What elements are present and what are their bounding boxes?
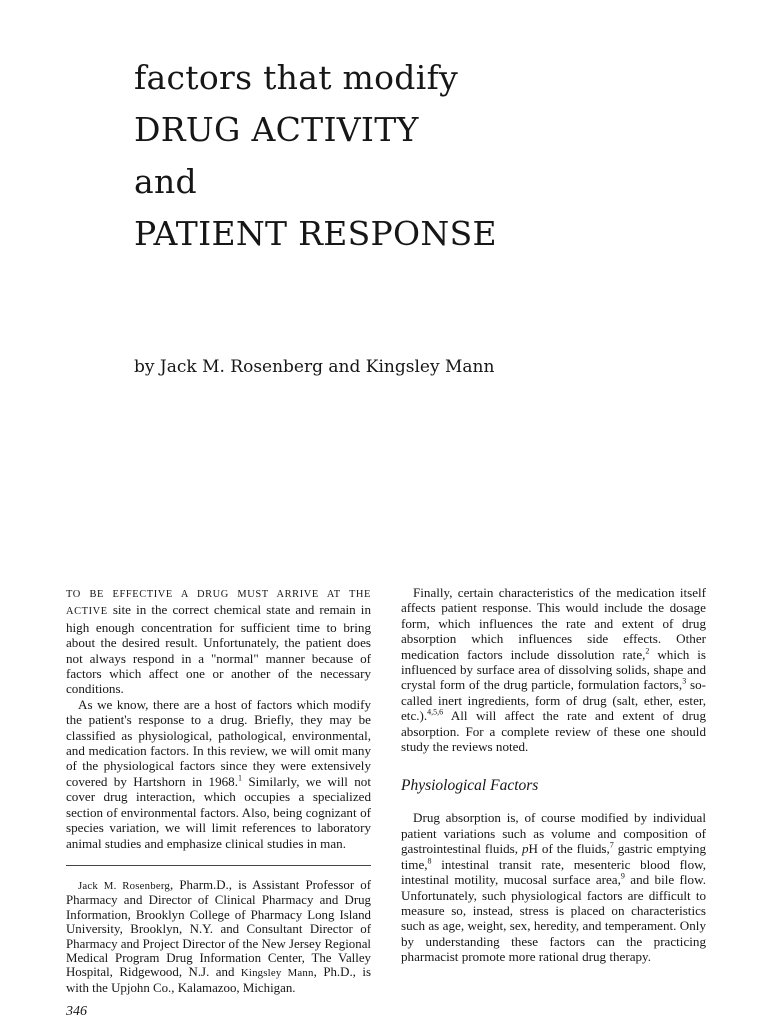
author-note-part-2: , Ph.D., is with the Upjohn Co., Kalamazoo, Michigan. — [66, 965, 371, 995]
footnote-ref-9: 9 — [620, 871, 625, 881]
left-column — [66, 585, 371, 995]
footnote-ref-2: 2 — [645, 646, 650, 656]
title-line-2: DRUG ACTIVITY — [134, 110, 419, 149]
footnote-ref-4-5-6: 4,5,6 — [427, 707, 444, 717]
classification-paragraph — [66, 697, 371, 851]
medication-text-c: so-called inert ingredients, form of drug (salt, ether, ester, etc.). — [401, 677, 707, 724]
intro-paragraph — [66, 585, 371, 697]
physiological-text-a: Drug absorption is, of course modified by individual patient variations such as volume and composition of gastrointestinal fluids, — [401, 810, 706, 857]
intro-paragraph-text: site in the correct chemical state and remain in high enough concentration for sufficient time to bring about the desired result. Unfortunately, the patient does not always respond in a "normal" manner because of factors which affect one or another of the necessary conditions. — [66, 602, 371, 697]
footnote-ref-3: 3 — [682, 677, 687, 687]
medication-text-a: Finally, certain characteristics of the medication itself affects patient response. This would include the dosage form, which influences the rate and extent of drug absorption which influences side effects. Other medication factors include dissolution rate, — [401, 585, 706, 662]
medication-text-b: which is influenced by surface area of dissolving solids, shape and crystal form of the drug particle, formulation factors, — [401, 646, 707, 693]
medication-factors-paragraph — [401, 585, 706, 754]
ph-italic: p — [521, 841, 529, 857]
footnote-ref-8: 8 — [427, 856, 432, 866]
article-title — [134, 52, 694, 260]
author-note-part-1: , Pharm.D., is Assistant Professor of Pharmacy and Director of Clinical Pharmacy and Drug Information, Brooklyn College of Pharmacy Long Island University, Brooklyn, N.Y. and Consultant Director of Pharmacy and Project Director of the New Jersey Regional Medical Program Drug Information Center, The Valley Hospital, Ridgewood, N.J. and — [66, 877, 371, 980]
title-line-1: factors that modify — [134, 58, 459, 97]
page-number: 346 — [66, 1004, 87, 1019]
section-heading: Physiological Factors — [401, 777, 539, 795]
byline: by Jack M. Rosenberg and Kingsley Mann — [134, 357, 495, 377]
author-note-divider — [66, 865, 371, 866]
title-line-4: PATIENT RESPONSE — [134, 214, 497, 253]
right-column — [401, 585, 706, 965]
physiological-paragraph — [401, 810, 706, 964]
physiological-text-c: gastric emptying time, — [401, 841, 706, 872]
medication-text-d: All will affect the rate and extent of drug absorption. For a complete review of these one should study the reviews noted. — [401, 708, 706, 755]
author-name-1: Jack M. Rosenberg — [78, 879, 171, 892]
footnote-ref-7: 7 — [609, 840, 614, 850]
physiological-text-d: intestinal transit rate, mesenteric blood flow, intestinal motility, mucosal surface area, — [401, 856, 706, 888]
classification-text-b: Similarly, we will not cover drug interaction, which occupies a specialized section of environmental factors. Also, being cognizant of species variation, we will limit references to laboratory animal studies and emphasize clinical studies in man. — [66, 773, 371, 851]
title-line-3: and — [134, 162, 197, 201]
physiological-text-b: H of the fluids, — [528, 841, 610, 857]
lead-in-text: TO BE EFFECTIVE A DRUG MUST ARRIVE AT THE ACTIVE — [66, 589, 371, 618]
author-name-2: Kingsley Mann — [240, 967, 314, 980]
author-note — [66, 878, 371, 995]
physiological-text-e: and bile flow. Unfortunately, such physiological factors are difficult to measure so, instead, stress is placed on characteristics such as age, weight, sex, heredity, and temperament. Only by understanding these factors can the practicing pharmacist promote more rational drug therapy. — [401, 872, 706, 965]
classification-text-a: As we know, there are a host of factors which modify the patient's response to a drug. Briefly, they may be classified as physiological, pathological, environmental, and medication factors. In this review, we will omit many of the physiological factors since they were extensively covered by Hartshorn in 1968. — [66, 696, 371, 789]
footnote-ref-1: 1 — [238, 773, 242, 783]
